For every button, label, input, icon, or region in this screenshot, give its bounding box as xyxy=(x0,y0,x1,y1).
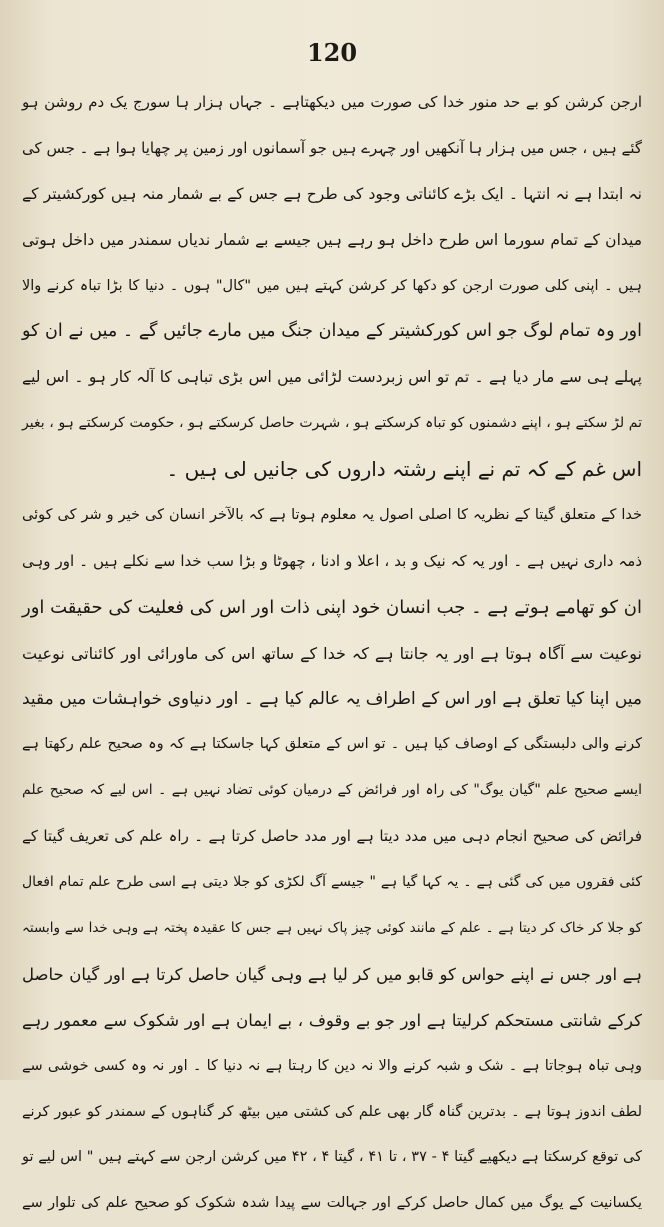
text-line: میں اپنا کیا تعلق ہے اور اس کے اطراف یہ عالم کیا ہے ۔ اور دنیاوی خواہشات میں مقید xyxy=(22,688,642,709)
text-line: کرنے والی دلبستگی کے اوصاف کیا ہیں ۔ تو اس کے متعلق کہا جاسکتا ہے کہ وہ صحیح علم رکھتا ہے xyxy=(22,736,642,753)
page-number: 120 xyxy=(306,38,358,67)
text-line: یکسانیت کے یوگ میں کمال حاصل کرکے اور جہالت سے پیدا شدہ شکوک کو صحیح علم کی تلوار سے xyxy=(22,1195,642,1212)
text-line: ان کو تھامے ہوتے ہے ۔ جب انسان خود اپنی ذات اور اس کی فعلیت کی حقیقت اور xyxy=(22,596,642,618)
text-line: کو جلا کر خاک کر دیتا ہے ۔ علم کے مانند کوئی چیز پاک نہیں ہے جس کا عقیدہ پختہ ہے وہی خدا سے وابستہ xyxy=(22,920,642,937)
body-text xyxy=(22,80,642,1227)
text-line: ہے اور جس نے اپنے حواس کو قابو میں کر لیا ہے وہی گیان حاصل کرتا ہے اور گیان حاصل xyxy=(22,964,642,984)
text-line: وہی تباہ ہوجاتا ہے ۔ شک و شبہ کرنے والا نہ دین کا رہتا ہے نہ دنیا کا ۔ اور نہ وہ کسی خوشی سے xyxy=(22,1057,642,1074)
text-line: میدان کے تمام سورما اس طرح داخل ہو رہے ہیں جیسے بے شمار ندیاں سمندر میں داخل ہوتی xyxy=(22,230,642,249)
text-line: کرکے شانتی مستحکم کرلیتا ہے اور جو بے وقوف ، بے ایمان ہے اور شکوک سے معمور رہے xyxy=(22,1010,642,1030)
text-line: پہلے ہی سے مار دیا ہے ۔ تم تو اس زبردست لڑائی میں اس بڑی تباہی کا آلہ کار ہو ۔ اس لیے xyxy=(22,368,642,387)
text-line: نہ ابتدا ہے نہ انتہا ۔ ایک بڑے کائناتی وجود کی طرح ہے جس کے بے شمار منہ ہیں کورکشیتر کے xyxy=(22,184,642,203)
text-line: کئی فقروں میں کی گئی ہے ۔ یہ کہا گیا ہے " جیسے آگ لکڑی کو جلا دیتی ہے اسی طرح علم تمام افعال xyxy=(22,874,642,891)
text-line: اور وہ تمام لوگ جو اس کورکشیتر کے میدان جنگ میں مارے جائیں گے ۔ میں نے ان کو xyxy=(22,321,642,342)
text-line: ایسے صحیح علم "گیان یوگ" کی راہ اور فرائض کے درمیان کوئی تضاد نہیں ہے ۔ اس لیے کہ صحیح علم xyxy=(22,782,642,799)
text-line: گئے ہیں ، جس میں ہزار ہا آنکھیں اور چہرے ہیں جو آسمانوں اور زمین پر چھایا ہوا ہے ۔ جس کی xyxy=(22,138,642,157)
text-line: نوعیت سے آگاہ ہوتا ہے اور یہ جانتا ہے کہ خدا کے ساتھ اس کی ماورائی اور کائناتی نوعیت xyxy=(22,643,642,663)
paragraph-last-line: اس غم کے کہ تم نے اپنے رشتہ داروں کی جانیں لی ہیں ۔ xyxy=(166,457,642,482)
text-line: لطف اندوز ہوتا ہے ۔ بدترین گناہ گار بھی علم کی کشتی میں بیٹھ کر گناہوں کے سمندر کو عبور کرنے xyxy=(22,1103,642,1120)
text-line: تم لڑ سکتے ہو ، اپنے دشمنوں کو تباہ کرسکتے ہو ، شہرت حاصل کرسکتے ہو ، حکومت کرسکتے ہو ، بغیر xyxy=(22,415,642,432)
text-line: ذمہ داری نہیں ہے ۔ اور یہ کہ نیک و بد ، اعلا و ادنا ، چھوٹا و بڑا سب خدا سے نکلے ہیں ۔ اور وہی xyxy=(22,551,642,570)
text-line: ہیں ۔ اپنی کلی صورت ارجن کو دکھا کر کرشن کہتے ہیں میں "کال" ہوں ۔ دنیا کا بڑا تباہ کرنے والا xyxy=(22,277,642,294)
text-line: خدا کے متعلق گیتا کے نظریہ کا اصلی اصول یہ معلوم ہوتا ہے کہ بالآخر انسان کی خیر و شر کی کوئی xyxy=(22,507,642,524)
text-line: ارجن کرشن کو بے حد منور خدا کی صورت میں دیکھتاہے ۔ جہاں ہزار ہا سورج یک دم روشن ہو xyxy=(22,93,642,111)
text-line: کی توقع کرسکتا ہے دیکھیے گیتا ۴ - ۳۷ ، تا ۴۱ ، گیتا ۴ ، ۴۲ میں کرشن ارجن سے کہتے ہیں " اس لیے تو xyxy=(22,1149,643,1166)
text-line: فرائض کی صحیح انجام دہی میں مدد دیتا ہے اور مدد حاصل کرتا ہے ۔ راہ علم کی تعریف گیتا کے xyxy=(22,827,642,846)
